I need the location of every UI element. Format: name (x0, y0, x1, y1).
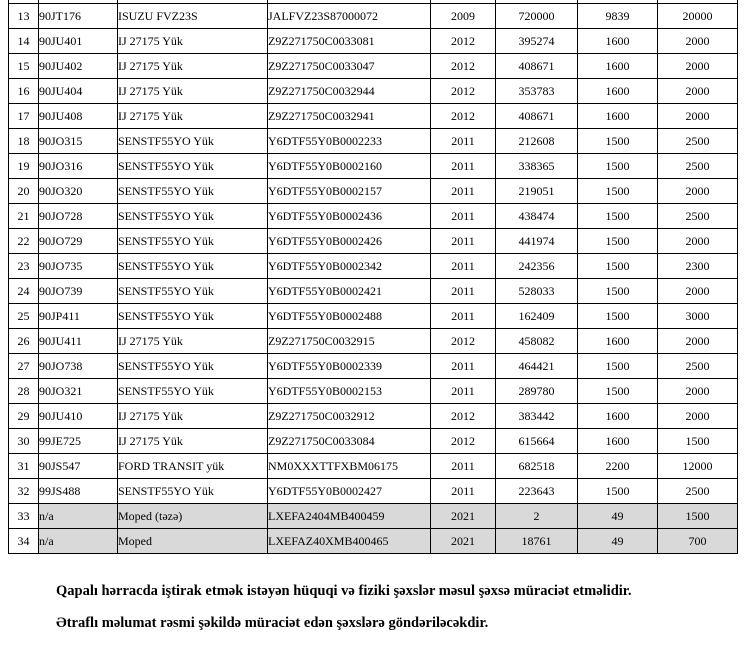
cell-engine: 49 (578, 529, 658, 554)
cell-mileage: 408671 (496, 54, 578, 79)
cell-mileage: 464421 (496, 354, 578, 379)
cell-vin: Y6DTF55Y0B0002342 (268, 254, 431, 279)
cell-no: 29 (9, 404, 39, 429)
cell-plate: 90JO315 (39, 129, 118, 154)
cell-year: 2021 (431, 529, 496, 554)
cell-plate: 90JU401 (39, 29, 118, 54)
cell-price: 2500 (658, 154, 738, 179)
cell-engine: 1600 (578, 29, 658, 54)
cell-engine: 1600 (578, 329, 658, 354)
cell-plate: 90JO729 (39, 229, 118, 254)
table-row (9, 479, 738, 504)
cell-year: 2012 (431, 104, 496, 129)
cell-model: Moped (təzə) (118, 504, 268, 529)
cell-engine: 1600 (578, 104, 658, 129)
cell-plate: n/a (39, 529, 118, 554)
table-row (9, 529, 738, 554)
cell-mileage: 212608 (496, 129, 578, 154)
cell-plate: 90JU411 (39, 329, 118, 354)
cell-year: 2011 (431, 154, 496, 179)
cell-vin: Y6DTF55Y0B0002339 (268, 354, 431, 379)
cell-engine: 1500 (578, 179, 658, 204)
cell-plate: 90JO728 (39, 204, 118, 229)
cell-vin: Z9Z271750C0033047 (268, 54, 431, 79)
cell-model: IJ 27175 Yük (118, 54, 268, 79)
cell-vin: Z9Z271750C0032912 (268, 404, 431, 429)
table-row (9, 304, 738, 329)
cell-no: 15 (9, 54, 39, 79)
cell-no: 30 (9, 429, 39, 454)
cell-engine: 1500 (578, 479, 658, 504)
cell-price: 2000 (658, 179, 738, 204)
cell-model: SENSTF55YO Yük (118, 304, 268, 329)
cell-price: 700 (658, 529, 738, 554)
cell-no: 31 (9, 454, 39, 479)
cell-plate: 90JO735 (39, 254, 118, 279)
cell-mileage: 353783 (496, 79, 578, 104)
cell-mileage: 383442 (496, 404, 578, 429)
table-row (9, 104, 738, 129)
table-row (9, 254, 738, 279)
cell-model: SENSTF55YO Yük (118, 254, 268, 279)
table-row (9, 204, 738, 229)
cell-plate: 90JO739 (39, 279, 118, 304)
cell-model: SENSTF55YO Yük (118, 229, 268, 254)
cell-year: 2011 (431, 454, 496, 479)
cell-model: SENSTF55YO Yük (118, 379, 268, 404)
cell-engine: 1500 (578, 354, 658, 379)
cell-engine: 49 (578, 504, 658, 529)
cell-year: 2011 (431, 179, 496, 204)
cell-plate: 90JO321 (39, 379, 118, 404)
cell-model: SENSTF55YO Yük (118, 354, 268, 379)
cell-year: 2012 (431, 404, 496, 429)
cell-model: SENSTF55YO Yük (118, 479, 268, 504)
cell-no: 32 (9, 479, 39, 504)
cell-model: SENSTF55YO Yük (118, 154, 268, 179)
cell-vin: Y6DTF55Y0B0002427 (268, 479, 431, 504)
cell-model: FORD TRANSIT yük (118, 454, 268, 479)
cell-mileage: 528033 (496, 279, 578, 304)
cell-engine: 1500 (578, 229, 658, 254)
cell-plate: 90JP411 (39, 304, 118, 329)
cell-price: 2000 (658, 229, 738, 254)
cell-vin: Y6DTF55Y0B0002421 (268, 279, 431, 304)
table-row (9, 379, 738, 404)
cell-no: 26 (9, 329, 39, 354)
cell-engine: 1500 (578, 304, 658, 329)
cell-model: IJ 27175 Yük (118, 404, 268, 429)
cell-no: 16 (9, 79, 39, 104)
cell-vin: Y6DTF55Y0B0002153 (268, 379, 431, 404)
cell-year: 2021 (431, 504, 496, 529)
cell-no: 33 (9, 504, 39, 529)
cell-year: 2011 (431, 254, 496, 279)
cell-year: 2011 (431, 129, 496, 154)
cell-vin: Z9Z271750C0032941 (268, 104, 431, 129)
cell-mileage: 223643 (496, 479, 578, 504)
cell-price: 1500 (658, 429, 738, 454)
cell-mileage: 682518 (496, 454, 578, 479)
cell-mileage: 219051 (496, 179, 578, 204)
table-row (9, 504, 738, 529)
cell-price: 2500 (658, 479, 738, 504)
cell-plate: 99JS488 (39, 479, 118, 504)
table-row (9, 4, 738, 29)
cell-mileage: 720000 (496, 4, 578, 29)
cell-no: 22 (9, 229, 39, 254)
vehicle-table (8, 0, 738, 554)
cell-engine: 1500 (578, 129, 658, 154)
cell-mileage: 408671 (496, 104, 578, 129)
table-row (9, 154, 738, 179)
vehicle-table-body (9, 0, 738, 554)
cell-year: 2012 (431, 329, 496, 354)
cell-no: 17 (9, 104, 39, 129)
cell-vin: Z9Z271750C0032915 (268, 329, 431, 354)
table-row (9, 354, 738, 379)
cell-engine: 1600 (578, 54, 658, 79)
cell-vin: Y6DTF55Y0B0002436 (268, 204, 431, 229)
table-row (9, 29, 738, 54)
table-row (9, 79, 738, 104)
cell-plate: 90JT176 (39, 4, 118, 29)
cell-price: 2000 (658, 29, 738, 54)
note-paragraph-closed-auction: Qapalı hərracda iştirak etmək istəyən hüquqi və fiziki şəxslər məsul şəxsə müraciət etməlidir. (56, 583, 632, 599)
cell-price: 2000 (658, 104, 738, 129)
cell-plate: 90JU410 (39, 404, 118, 429)
cell-engine: 9839 (578, 4, 658, 29)
table-row (9, 329, 738, 354)
cell-price: 2500 (658, 204, 738, 229)
cell-mileage: 18761 (496, 529, 578, 554)
cell-no: 23 (9, 254, 39, 279)
cell-price: 2500 (658, 129, 738, 154)
cell-mileage: 162409 (496, 304, 578, 329)
cell-no: 27 (9, 354, 39, 379)
cell-price: 20000 (658, 4, 738, 29)
cell-plate: 90JS547 (39, 454, 118, 479)
cell-model: IJ 27175 Yük (118, 329, 268, 354)
cell-model: IJ 27175 Yük (118, 79, 268, 104)
cell-no: 25 (9, 304, 39, 329)
table-row (9, 179, 738, 204)
cell-price: 2000 (658, 54, 738, 79)
cell-engine: 1600 (578, 404, 658, 429)
cell-vin: Y6DTF55Y0B0002160 (268, 154, 431, 179)
cell-year: 2011 (431, 229, 496, 254)
cell-vin: Y6DTF55Y0B0002426 (268, 229, 431, 254)
cell-plate: 90JO320 (39, 179, 118, 204)
cell-model: IJ 27175 Yük (118, 429, 268, 454)
cell-year: 2009 (431, 4, 496, 29)
cell-mileage: 338365 (496, 154, 578, 179)
cell-no: 34 (9, 529, 39, 554)
cell-plate: 90JO316 (39, 154, 118, 179)
cell-year: 2011 (431, 354, 496, 379)
cell-mileage: 441974 (496, 229, 578, 254)
cell-price: 2000 (658, 279, 738, 304)
cell-year: 2011 (431, 379, 496, 404)
cell-price: 2300 (658, 254, 738, 279)
cell-price: 2500 (658, 354, 738, 379)
cell-engine: 1600 (578, 79, 658, 104)
table-row (9, 429, 738, 454)
cell-no: 28 (9, 379, 39, 404)
cell-year: 2011 (431, 479, 496, 504)
cell-plate: 90JU402 (39, 54, 118, 79)
cell-vin: Z9Z271750C0032944 (268, 79, 431, 104)
cell-no: 20 (9, 179, 39, 204)
cell-mileage: 438474 (496, 204, 578, 229)
notes-section (56, 579, 656, 635)
cell-no: 19 (9, 154, 39, 179)
cell-year: 2012 (431, 429, 496, 454)
cell-model: SENSTF55YO Yük (118, 179, 268, 204)
cell-no: 14 (9, 29, 39, 54)
cell-mileage: 615664 (496, 429, 578, 454)
cell-year: 2012 (431, 79, 496, 104)
cell-engine: 1600 (578, 429, 658, 454)
cell-vin: JALFVZ23S87000072 (268, 4, 431, 29)
table-row (9, 279, 738, 304)
cell-mileage: 458082 (496, 329, 578, 354)
cell-mileage: 242356 (496, 254, 578, 279)
cell-engine: 1500 (578, 279, 658, 304)
cell-vin: Y6DTF55Y0B0002157 (268, 179, 431, 204)
cell-engine: 1500 (578, 254, 658, 279)
table-row (9, 129, 738, 154)
cell-year: 2011 (431, 204, 496, 229)
cell-engine: 1500 (578, 379, 658, 404)
cell-model: IJ 27175 Yük (118, 29, 268, 54)
cell-no: 13 (9, 4, 39, 29)
cell-mileage: 289780 (496, 379, 578, 404)
cell-model: SENSTF55YO Yük (118, 204, 268, 229)
cell-price: 2000 (658, 79, 738, 104)
cell-plate: 90JU404 (39, 79, 118, 104)
cell-vin: LXEFA2404MB400459 (268, 504, 431, 529)
table-row (9, 454, 738, 479)
cell-engine: 1500 (578, 204, 658, 229)
cell-vin: NM0XXXTTFXBM06175 (268, 454, 431, 479)
table-row (9, 229, 738, 254)
cell-year: 2012 (431, 54, 496, 79)
cell-vin: Z9Z271750C0033084 (268, 429, 431, 454)
cell-price: 12000 (658, 454, 738, 479)
cell-price: 2000 (658, 404, 738, 429)
cell-price: 2000 (658, 379, 738, 404)
cell-price: 1500 (658, 504, 738, 529)
cell-model: SENSTF55YO Yük (118, 129, 268, 154)
cell-price: 2000 (658, 329, 738, 354)
cell-year: 2012 (431, 29, 496, 54)
table-row (9, 54, 738, 79)
cell-year: 2011 (431, 304, 496, 329)
cell-vin: Y6DTF55Y0B0002233 (268, 129, 431, 154)
cell-plate: 99JE725 (39, 429, 118, 454)
cell-model: Moped (118, 529, 268, 554)
cell-no: 21 (9, 204, 39, 229)
cell-mileage: 395274 (496, 29, 578, 54)
cell-price: 3000 (658, 304, 738, 329)
cell-vin: Z9Z271750C0033081 (268, 29, 431, 54)
cell-model: SENSTF55YO Yük (118, 279, 268, 304)
cell-no: 24 (9, 279, 39, 304)
note-paragraph-detailed-info: Ətraflı məlumat rəsmi şəkildə müraciət edən şəxslərə göndəriləcəkdir. (56, 615, 489, 631)
cell-model: IJ 27175 Yük (118, 104, 268, 129)
cell-plate: 90JU408 (39, 104, 118, 129)
cell-engine: 1500 (578, 154, 658, 179)
cell-plate: 90JO738 (39, 354, 118, 379)
cell-no: 18 (9, 129, 39, 154)
cell-vin: LXEFAZ40XMB400465 (268, 529, 431, 554)
cell-year: 2011 (431, 279, 496, 304)
table-row (9, 404, 738, 429)
cell-model: ISUZU FVZ23S (118, 4, 268, 29)
cell-engine: 2200 (578, 454, 658, 479)
cell-mileage: 2 (496, 504, 578, 529)
cell-plate: n/a (39, 504, 118, 529)
cell-vin: Y6DTF55Y0B0002488 (268, 304, 431, 329)
